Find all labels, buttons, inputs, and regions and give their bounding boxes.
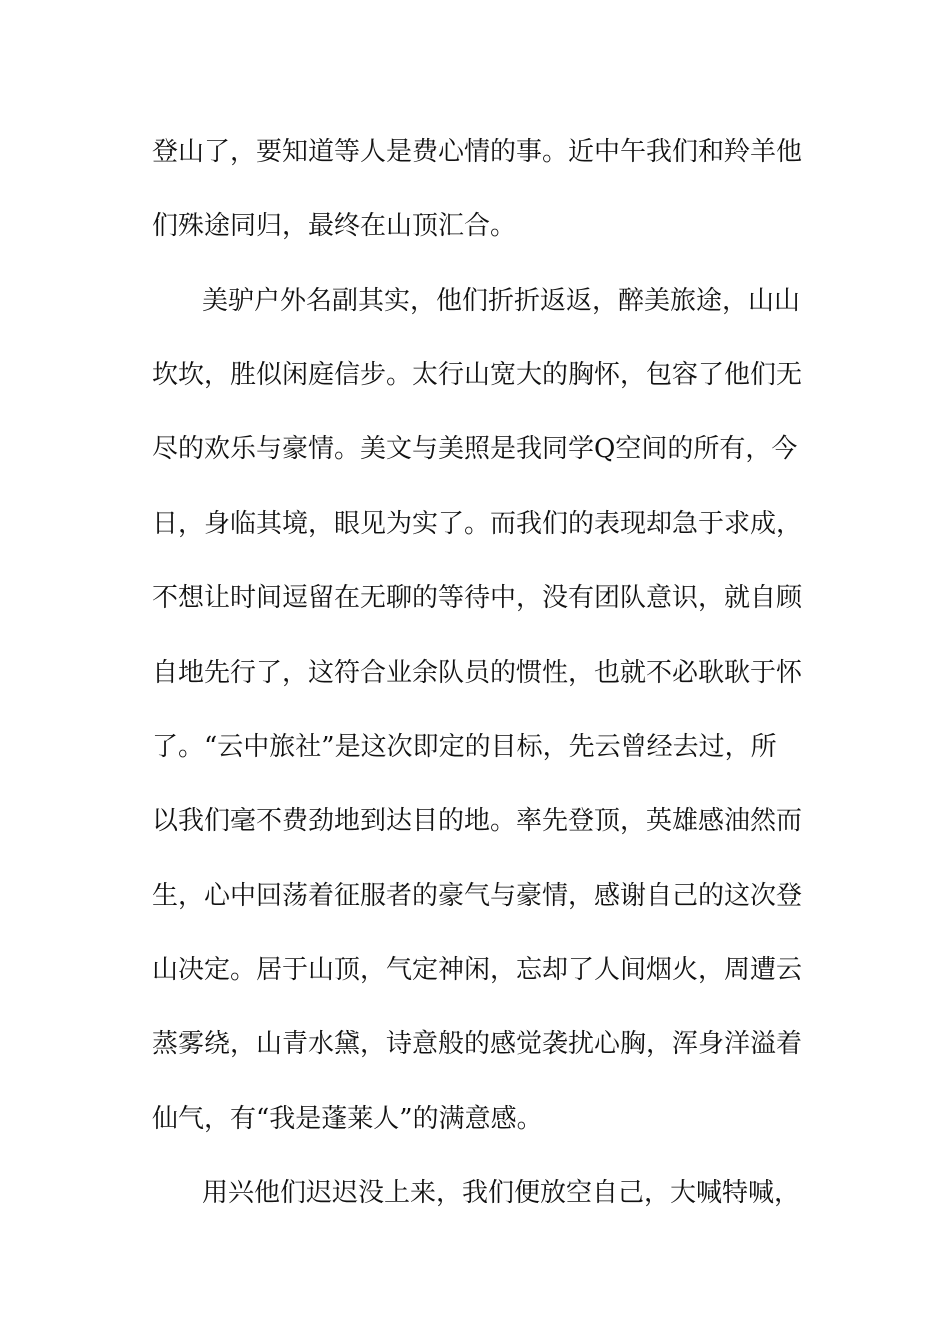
text-line: 登山了，要知道等人是费心情的事。近中午我们和羚羊他: [152, 137, 803, 167]
text-line: 山决定。居于山顶，气定神闲，忘却了人间烟火，周遭云: [152, 955, 803, 985]
paragraph-start-line: 用兴他们迟迟没上来，我们便放空自己，大喊特喊，: [202, 1178, 801, 1208]
text-line: 生，心中回荡着征服者的豪气与豪情，感谢自己的这次登: [152, 881, 803, 911]
text-line: 们殊途同归，最终在山顶汇合。: [152, 211, 517, 241]
text-line: 尽的欢乐与豪情。美文与美照是我同学Q空间的所有，今: [152, 434, 798, 464]
text-line: 蒸雾绕，山青水黛，诗意般的感觉袭扰心胸，浑身洋溢着: [152, 1029, 803, 1059]
text-line: 不想让时间逗留在无聊的等待中，没有团队意识，就自顾: [152, 583, 803, 613]
paragraph-start-line: 美驴户外名副其实，他们折折返返，醉美旅途，山山: [202, 286, 801, 316]
text-line: 以我们毫不费劲地到达目的地。率先登顶，英雄感油然而: [152, 806, 803, 836]
text-line: 自地先行了，这符合业余队员的惯性，也就不必耿耿于怀: [152, 658, 803, 688]
text-line: 日，身临其境，眼见为实了。而我们的表现却急于求成，: [152, 509, 803, 539]
text-line: 了。“云中旅社”是这次即定的目标，先云曾经去过，所: [152, 732, 777, 762]
text-line: 坎坎，胜似闲庭信步。太行山宽大的胸怀，包容了他们无: [152, 360, 803, 390]
text-line: 仙气，有“我是蓬莱人”的满意感。: [152, 1104, 543, 1134]
